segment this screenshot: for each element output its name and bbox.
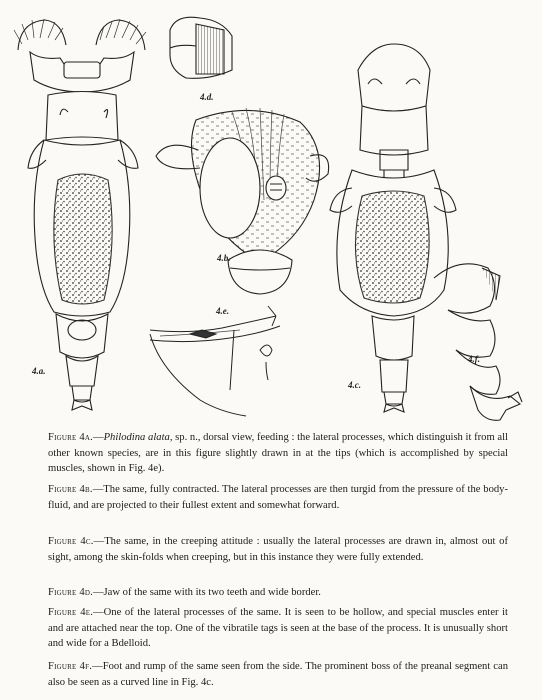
- caption-species: Philodina alata: [103, 432, 170, 443]
- caption-4e: [48, 605, 508, 652]
- caption-text: —Jaw of the same with its two teeth and wide border.: [92, 587, 321, 598]
- caption-lead: Figure 4f.: [48, 661, 93, 672]
- caption-text: , sp. n., dorsal view, feeding : the lateral processes, which distinguish it from all other known species, are in this figure slightly drawn in at the tips (which is accomplished by special muscles, shown in Fig. 4e).: [48, 432, 508, 475]
- caption-text: —The same, in the creeping attitude : usually the lateral processes are drawn in, almost out of sight, among the skin-folds when creeping, but in this instance they were fully extended.: [48, 536, 508, 563]
- caption-4b: [48, 482, 508, 513]
- label-4a: 4.a.: [32, 366, 46, 376]
- label-4b: 4.b.: [217, 253, 231, 263]
- caption-lead: Figure 4c.: [48, 536, 94, 547]
- caption-dash: —: [92, 432, 104, 443]
- caption-4f: [48, 659, 508, 690]
- caption-lead: Figure 4d.: [48, 587, 93, 598]
- caption-lead: Figure 4a.: [48, 432, 93, 443]
- caption-text: —Foot and rump of the same seen from the side. The prominent boss of the preanal segment can also be seen as a curved line in Fig. 4c.: [48, 661, 508, 688]
- label-4c: 4.c.: [348, 380, 361, 390]
- label-4f: 4.f.: [468, 354, 480, 364]
- caption-4d: [48, 585, 508, 601]
- caption-text: —The same, fully contracted. The lateral processes are then turgid from the pressure of the body-fluid, and are projected to their fullest extent and somewhat forward.: [48, 484, 508, 511]
- label-4e: 4.e.: [216, 306, 229, 316]
- caption-4c: [48, 534, 508, 565]
- caption-text: —One of the lateral processes of the same. It is seen to be hollow, and special muscles enter it and are attached near the top. One of the vibratile tags is seen at the base of the process. It is unusually short and wide for a Bdelloid.: [48, 607, 508, 650]
- caption-lead: Figure 4b.: [48, 484, 93, 495]
- caption-lead: Figure 4e.: [48, 607, 94, 618]
- label-4d: 4.d.: [200, 92, 214, 102]
- caption-4a: [48, 430, 508, 477]
